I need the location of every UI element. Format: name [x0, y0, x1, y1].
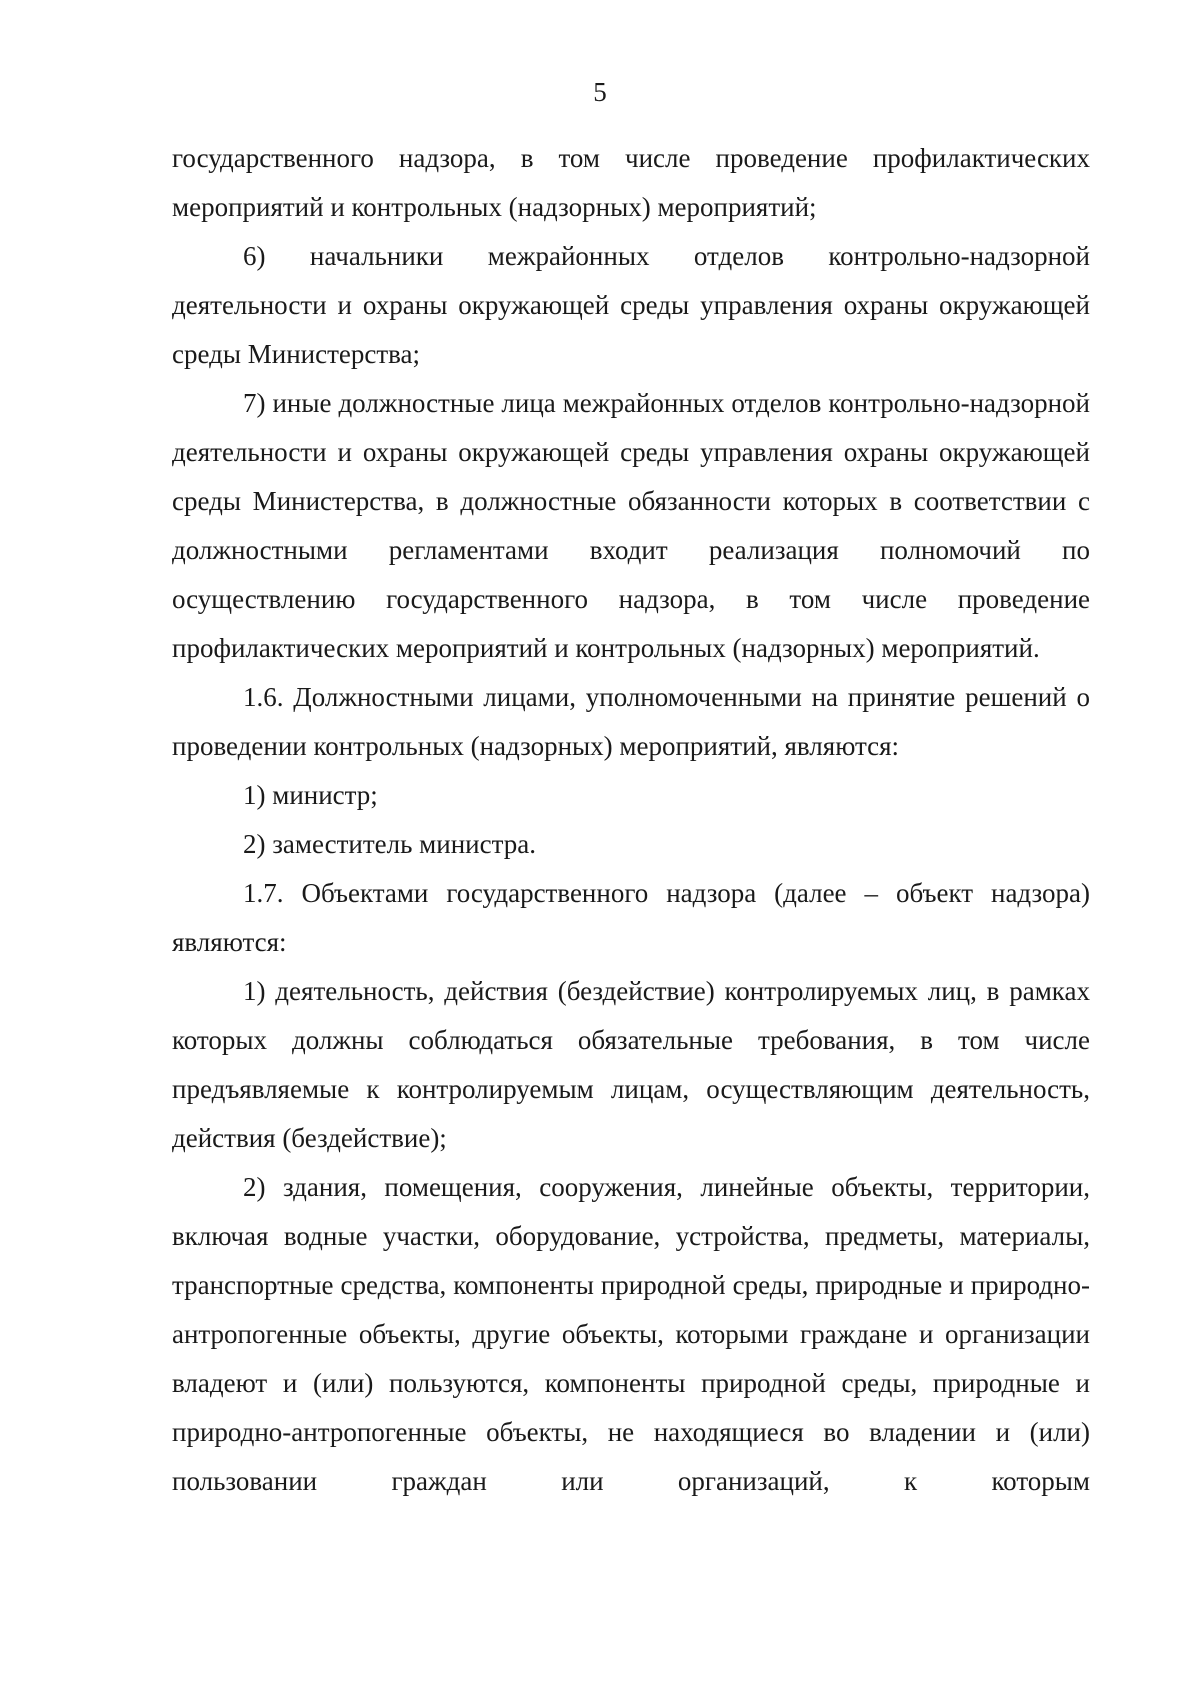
- clause-1-7: 1.7. Объектами государственного надзора (далее – объект надзора) являются:: [172, 878, 1090, 957]
- paragraph-continuation: государственного надзора, в том числе проведение профилактических мероприятий и контрольных (надзорных) мероприятий;: [172, 143, 1090, 222]
- list-item-minister: 1) министр;: [243, 780, 378, 810]
- page-number: 5: [593, 77, 607, 107]
- list-item-7: 7) иные должностные лица межрайонных отделов контрольно-надзорной деятельности и охраны окружающей среды управления охраны окружающей среды Министерства, в должностные обязанности которых в соответствии с должностными регламентами входит реализация полномочий по осуществлению государственного надзора, в том числе проведение профилактических мероприятий и контрольных (надзорных) мероприятий.: [172, 388, 1090, 663]
- object-item-1: 1) деятельность, действия (бездействие) контролируемых лиц, в рамках которых должны соблюдаться обязательные требования, в том числе предъявляемые к контролируемым лицам, осуществляющим деятельность, действия (бездействие);: [172, 976, 1090, 1153]
- document-body: [172, 134, 1090, 1506]
- object-item-2: 2) здания, помещения, сооружения, линейные объекты, территории, включая водные участки, оборудование, устройства, предметы, материалы, транспортные средства, компоненты природной среды, природные и природно-антропогенные объекты, другие объекты, которыми граждане и организации владеют и (или) пользуются, компоненты природной среды, природные и природно-антропогенные объекты, не находящиеся во владении и (или) пользовании граждан или организаций, к которым: [172, 1172, 1090, 1496]
- list-item-6: 6) начальники межрайонных отделов контрольно-надзорной деятельности и охраны окружающей среды управления охраны окружающей среды Министерства;: [172, 241, 1090, 369]
- list-item-deputy-minister: 2) заместитель министра.: [243, 829, 536, 859]
- clause-1-6: 1.6. Должностными лицами, уполномоченными на принятие решений о проведении контрольных (надзорных) мероприятий, являются:: [172, 682, 1090, 761]
